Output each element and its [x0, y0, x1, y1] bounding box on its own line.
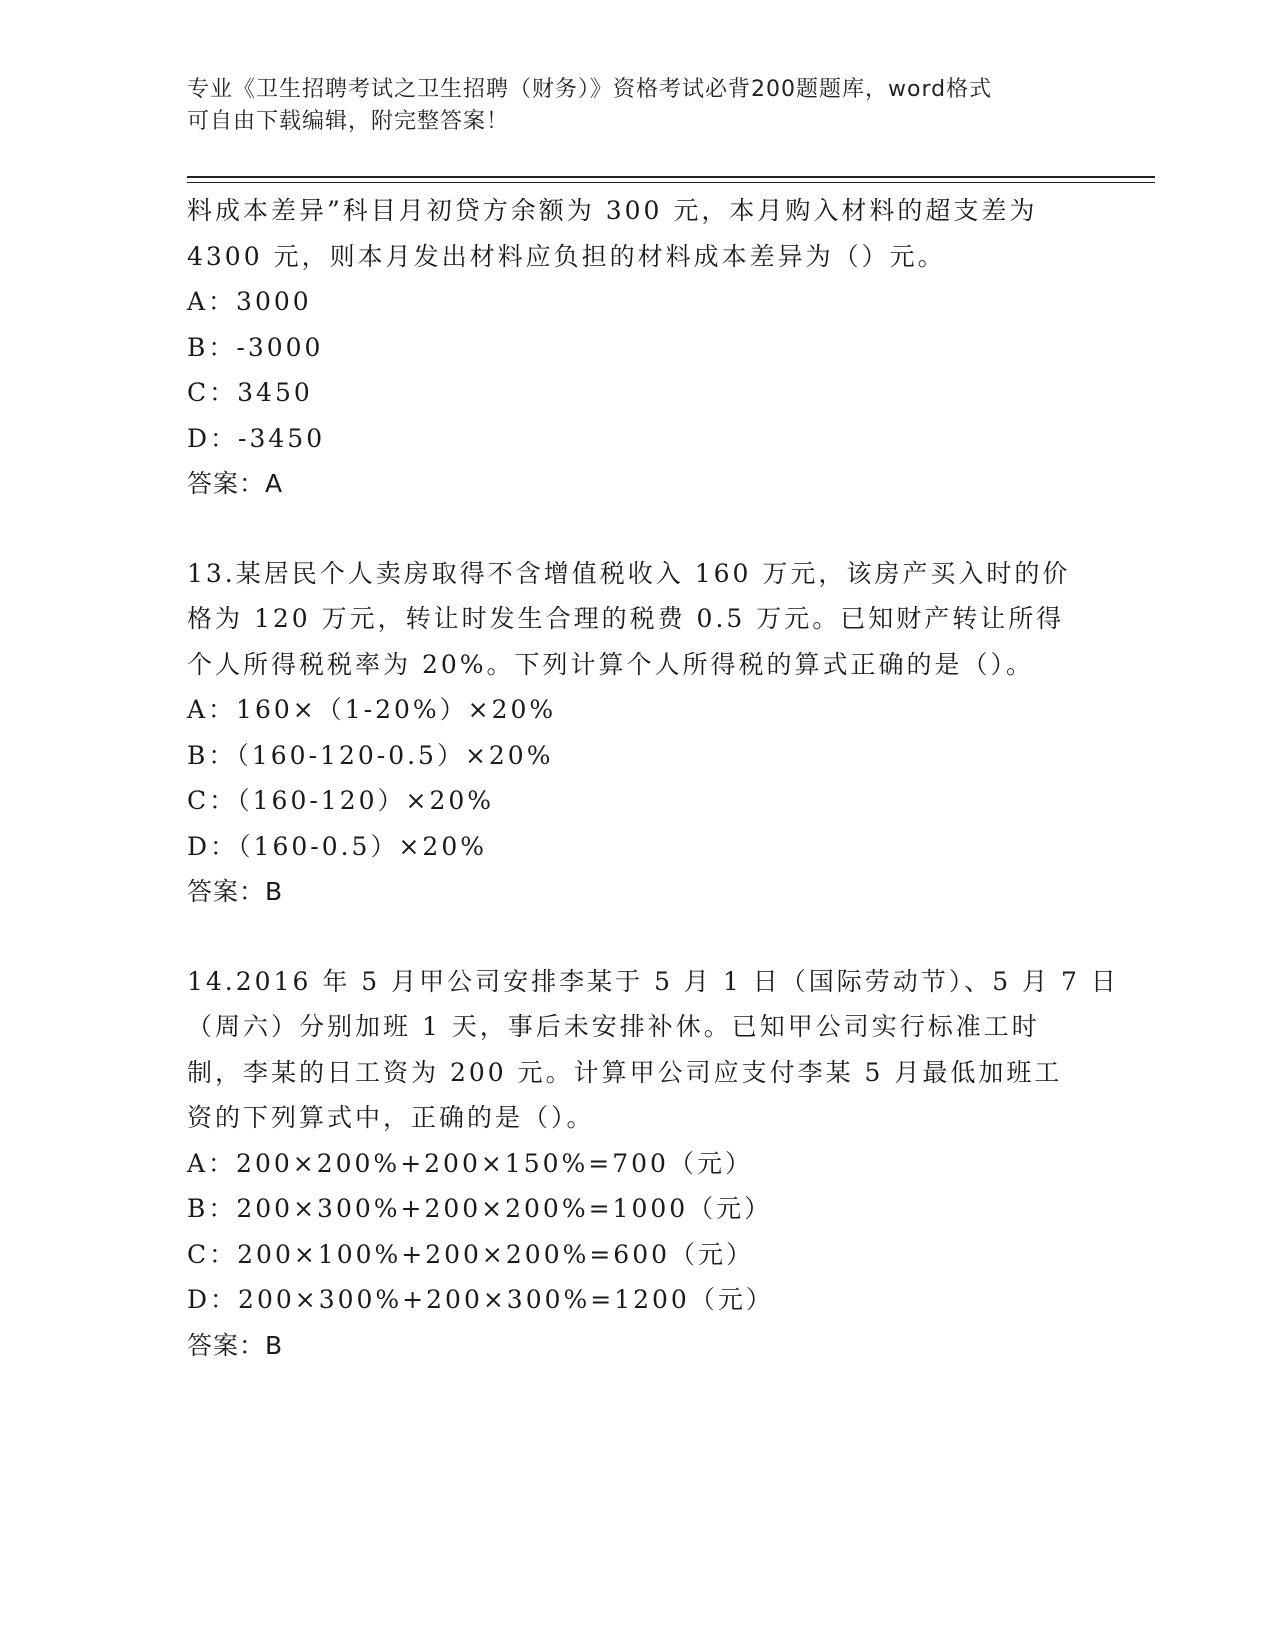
question-fragment	[187, 188, 1087, 507]
question-text-line: 个人所得税税率为 20%。下列计算个人所得税的算式正确的是（）。	[187, 649, 1035, 679]
header-divider-thick	[187, 176, 1155, 178]
answer-label: 答案：B	[187, 1330, 284, 1360]
question-text-line: 格为 120 万元，转让时发生合理的税费 0.5 万元。已知财产转让所得	[187, 604, 1065, 633]
question-text-line: （周六）分别加班 1 天，事后未安排补休。已知甲公司实行标准工时	[187, 1012, 1040, 1041]
header-divider-thin	[187, 182, 1155, 183]
document-header	[187, 74, 1067, 138]
answer-label: 答案：B	[187, 877, 284, 906]
option-b: B：（160-120-0.5）×20%	[187, 740, 554, 770]
option-a: A：3000	[187, 287, 312, 316]
question-text-line: 14.2016 年 5 月甲公司安排李某于 5 月 1 日（国际劳动节）、5 月 7 日	[187, 966, 1119, 996]
header-line-2: 可自由下载编辑，附完整答案！	[187, 109, 510, 134]
option-a: A：200×200%+200×150%=700（元）	[187, 1148, 753, 1178]
question-text-line: 制，李某的日工资为 200 元。计算甲公司应支付李某 5 月最低加班工	[187, 1057, 1063, 1087]
question-spacer	[187, 915, 1087, 959]
answer-label: 答案：A	[187, 469, 284, 498]
question-14	[187, 959, 1119, 1369]
option-a: A：160×（1-20%）×20%	[187, 695, 557, 724]
option-c: C：200×100%+200×200%=600（元）	[187, 1239, 755, 1269]
option-b: B：-3000	[187, 332, 324, 362]
question-spacer	[187, 507, 1087, 551]
option-d: D：-3450	[187, 423, 326, 453]
option-c: C：（160-120）×20%	[187, 786, 495, 815]
header-line-1: 专业《卫生招聘考试之卫生招聘（财务）》资格考试必背200题题库，word格式	[187, 77, 993, 102]
option-d: D：200×300%+200×300%=1200（元）	[187, 1285, 774, 1314]
question-text-line: 资的下列算式中，正确的是（）。	[187, 1103, 595, 1132]
option-d: D：（160-0.5）×20%	[187, 831, 487, 861]
option-c: C：3450	[187, 378, 313, 407]
document-body	[187, 188, 1119, 1368]
question-text-line: 13.某居民个人卖房取得不含增值税收入 160 万元，该房产买入时的价	[187, 558, 1071, 588]
option-b: B：200×300%+200×200%=1000（元）	[187, 1194, 773, 1223]
question-text-line: 料成本差异”科目月初贷方余额为 300 元，本月购入材料的超支差为	[187, 196, 1038, 225]
question-text-line: 4300 元，则本月发出材料应负担的材料成本差异为（）元。	[187, 241, 946, 271]
question-13	[187, 551, 1087, 915]
